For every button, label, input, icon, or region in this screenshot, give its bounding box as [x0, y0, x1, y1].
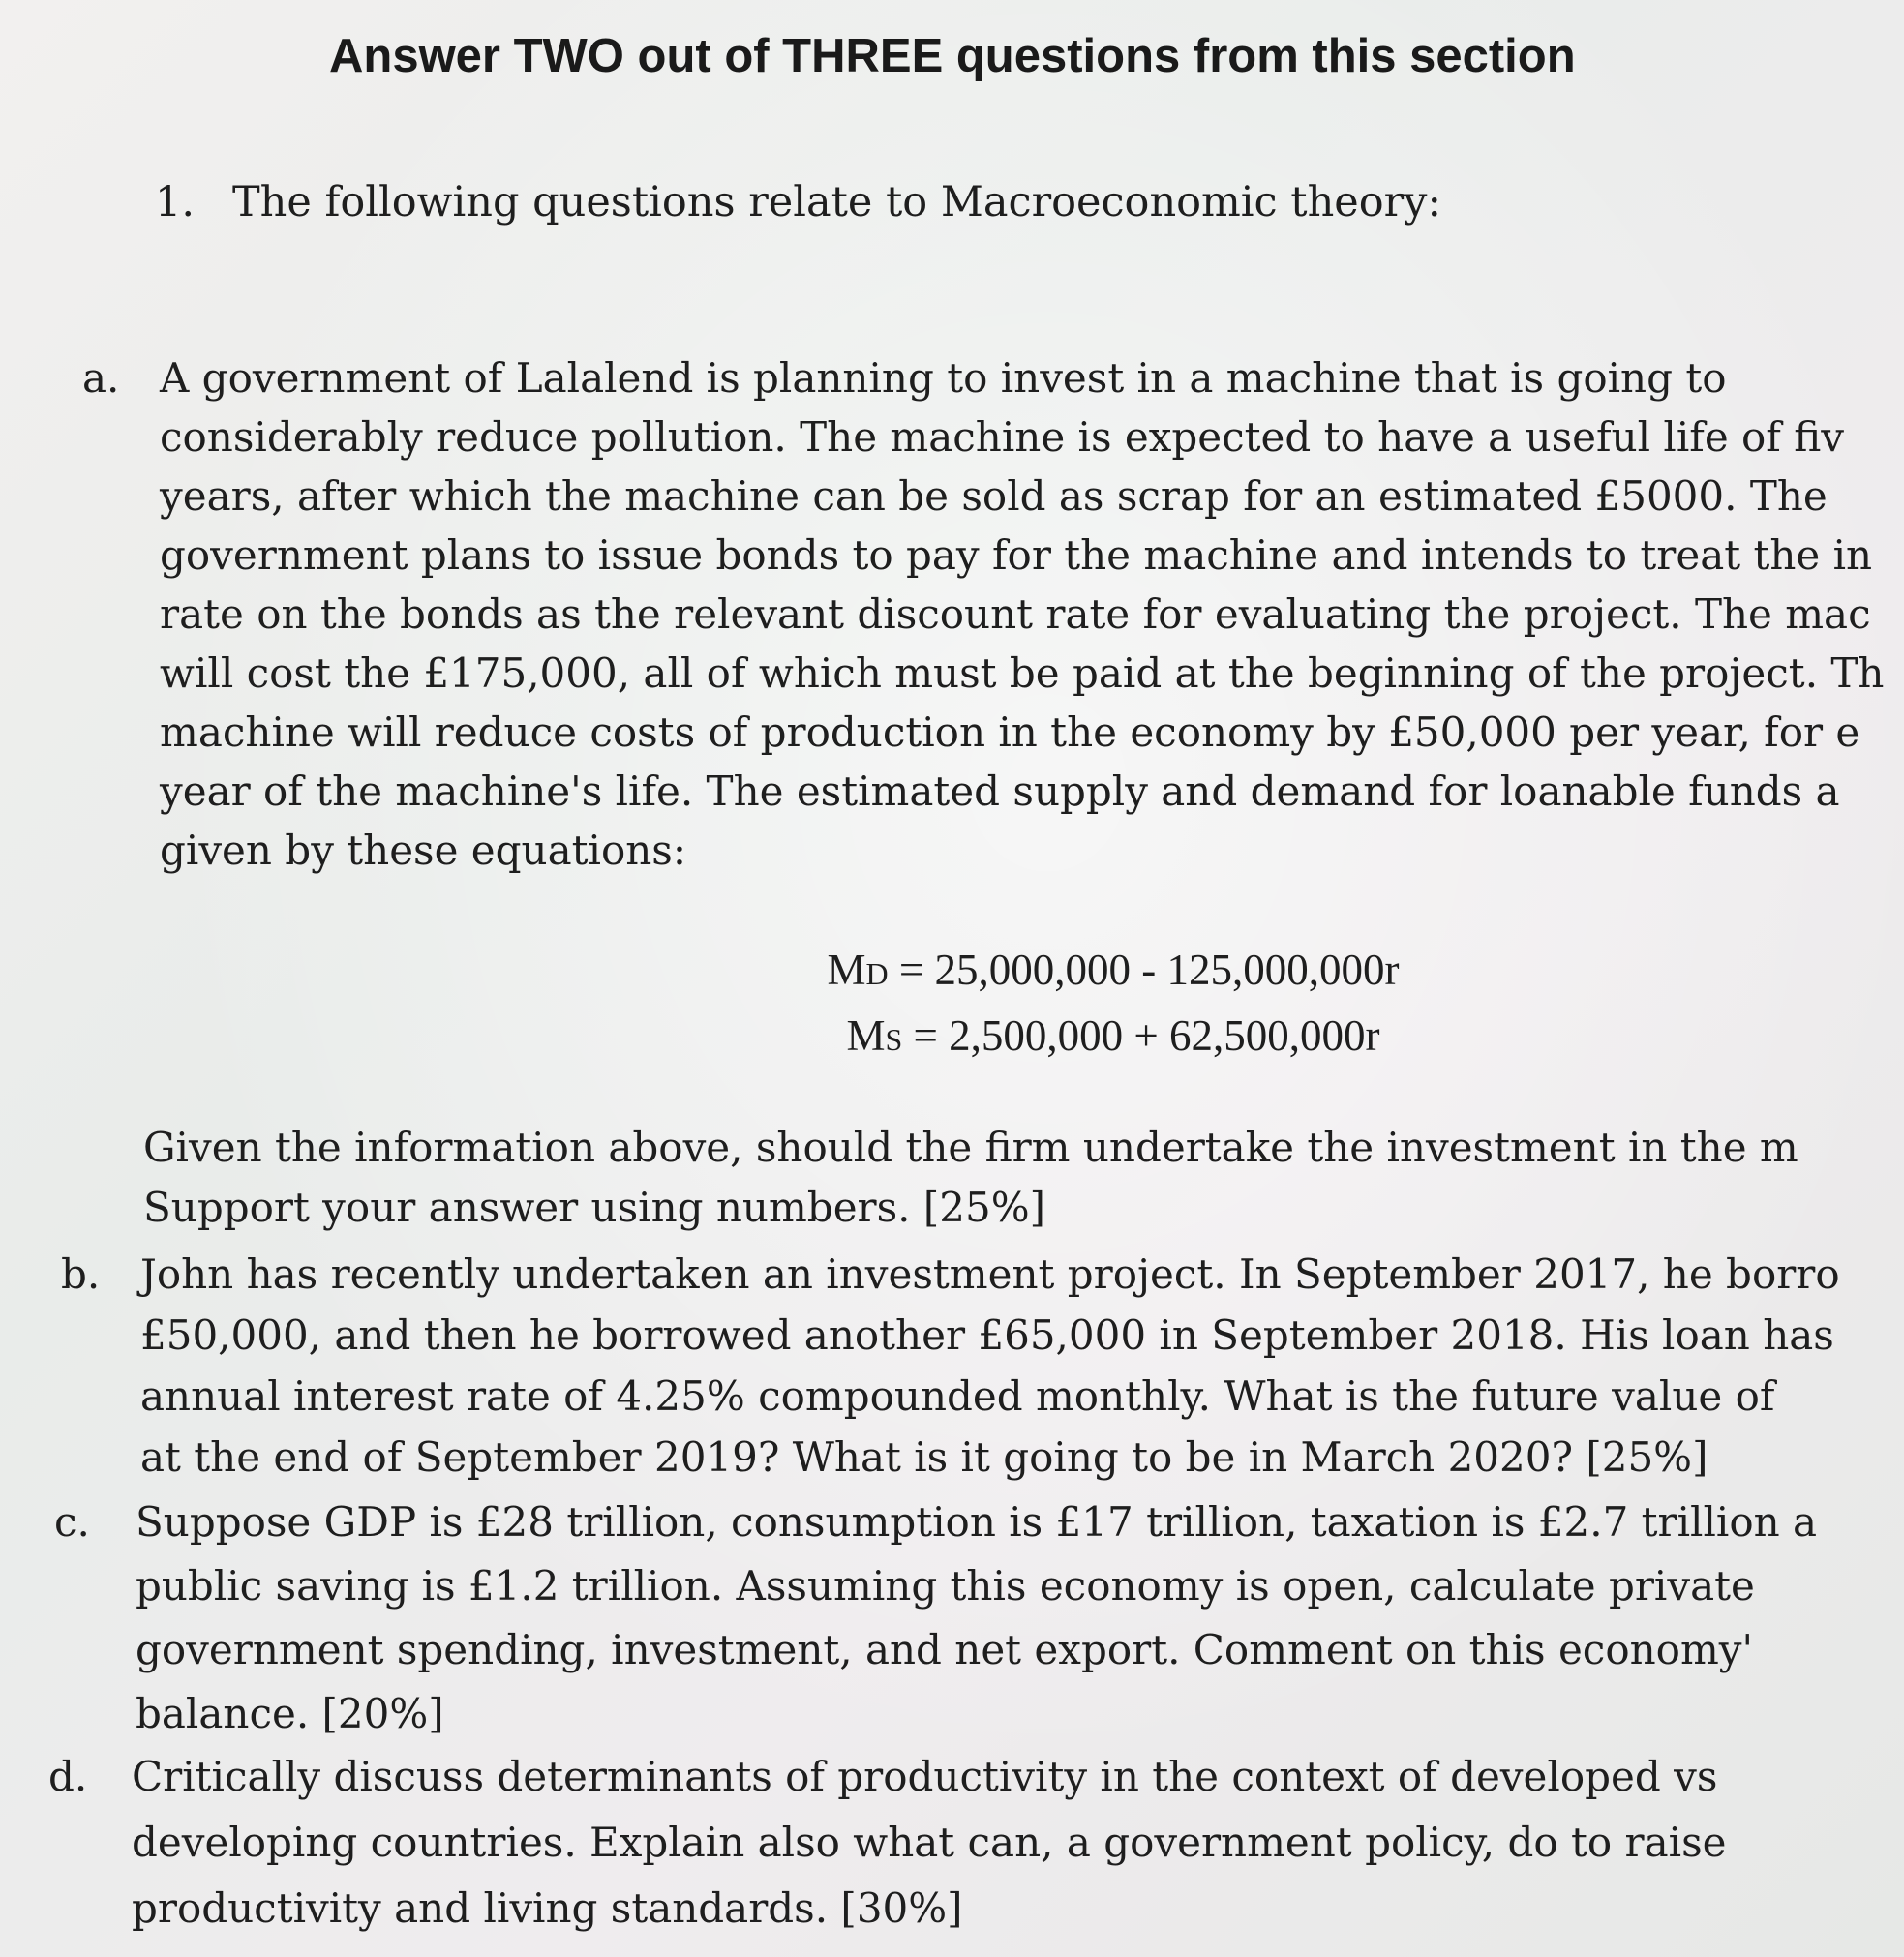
loanable-funds-equations: [774, 939, 1452, 1070]
question-heading: [155, 178, 1441, 226]
item-b-label: b.: [61, 1250, 101, 1298]
item-a-line: years, after which the machine can be sold as scrap for an estimated £5000. The: [160, 472, 1828, 520]
money-supply-equation: [774, 1005, 1452, 1070]
item-c-line: public saving is £1.2 trillion. Assuming this economy is open, calculate private: [136, 1562, 1755, 1610]
item-b-line: £50,000, and then he borrowed another £65,000 in September 2018. His loan has: [140, 1311, 1834, 1359]
item-c: [54, 1490, 1818, 1746]
question-number: 1.: [155, 178, 196, 226]
item-c-line: government spending, investment, and net export. Comment on this economy': [136, 1626, 1754, 1673]
item-a-label: a.: [82, 354, 120, 402]
item-d-line: developing countries. Explain also what can, a government policy, do to raise: [132, 1819, 1727, 1866]
item-a-line: machine will reduce costs of production in the economy by £50,000 per year, for e: [160, 708, 1860, 756]
section-title: Answer TWO out of THREE questions from this section: [329, 30, 1576, 82]
item-b-line: annual interest rate of 4.25% compounded monthly. What is the future value of: [140, 1372, 1775, 1420]
question-heading-text: The following questions relate to Macroeconomic theory:: [232, 178, 1441, 226]
item-c-line: Suppose GDP is £28 trillion, consumption is £17 trillion, taxation is £2.7 trillion a: [136, 1498, 1818, 1546]
item-a-question-line: Given the information above, should the firm undertake the investment in the m: [143, 1124, 1798, 1171]
ms-rhs: = 2,500,000 + 62,500,000r: [913, 1011, 1380, 1060]
item-b-line: John has recently undertaken an investment project. In September 2017, he borro: [140, 1250, 1840, 1298]
item-c-label: c.: [54, 1498, 90, 1546]
item-d-line: Critically discuss determinants of productivity in the context of developed vs: [132, 1753, 1718, 1800]
item-a-question-line: Support your answer using numbers. [25%]: [143, 1184, 1045, 1231]
item-d-line: productivity and living standards. [30%]: [132, 1884, 963, 1932]
md-subscript: D: [865, 956, 889, 991]
item-b-line: at the end of September 2019? What is it going to be in March 2020? [25%]: [140, 1433, 1708, 1481]
item-a-line: year of the machine's life. The estimated supply and demand for loanable funds a: [160, 768, 1840, 815]
item-a-line: government plans to issue bonds to pay for the machine and intends to treat the in: [160, 531, 1873, 579]
item-a-line: considerably reduce pollution. The machine is expected to have a useful life of fiv: [160, 413, 1844, 461]
item-a: [82, 348, 1885, 880]
item-d-label: d.: [48, 1753, 88, 1800]
item-a-question: [143, 1118, 1798, 1238]
item-a-line: will cost the £175,000, all of which must be paid at the beginning of the project. Th: [160, 649, 1885, 697]
item-b: [61, 1244, 1840, 1488]
item-d: [48, 1744, 1727, 1942]
item-a-line: A government of Lalalend is planning to invest in a machine that is going to: [160, 354, 1727, 402]
item-c-line: balance. [20%]: [136, 1690, 444, 1737]
item-a-line: rate on the bonds as the relevant discount rate for evaluating the project. The mac: [160, 590, 1871, 638]
item-a-line: given by these equations:: [160, 827, 686, 874]
ms-subscript: S: [885, 1022, 903, 1057]
money-demand-equation: [774, 939, 1452, 1005]
md-rhs: = 25,000,000 - 125,000,000r: [898, 946, 1400, 994]
ms-symbol: M: [846, 1011, 886, 1060]
md-symbol: M: [827, 946, 866, 994]
